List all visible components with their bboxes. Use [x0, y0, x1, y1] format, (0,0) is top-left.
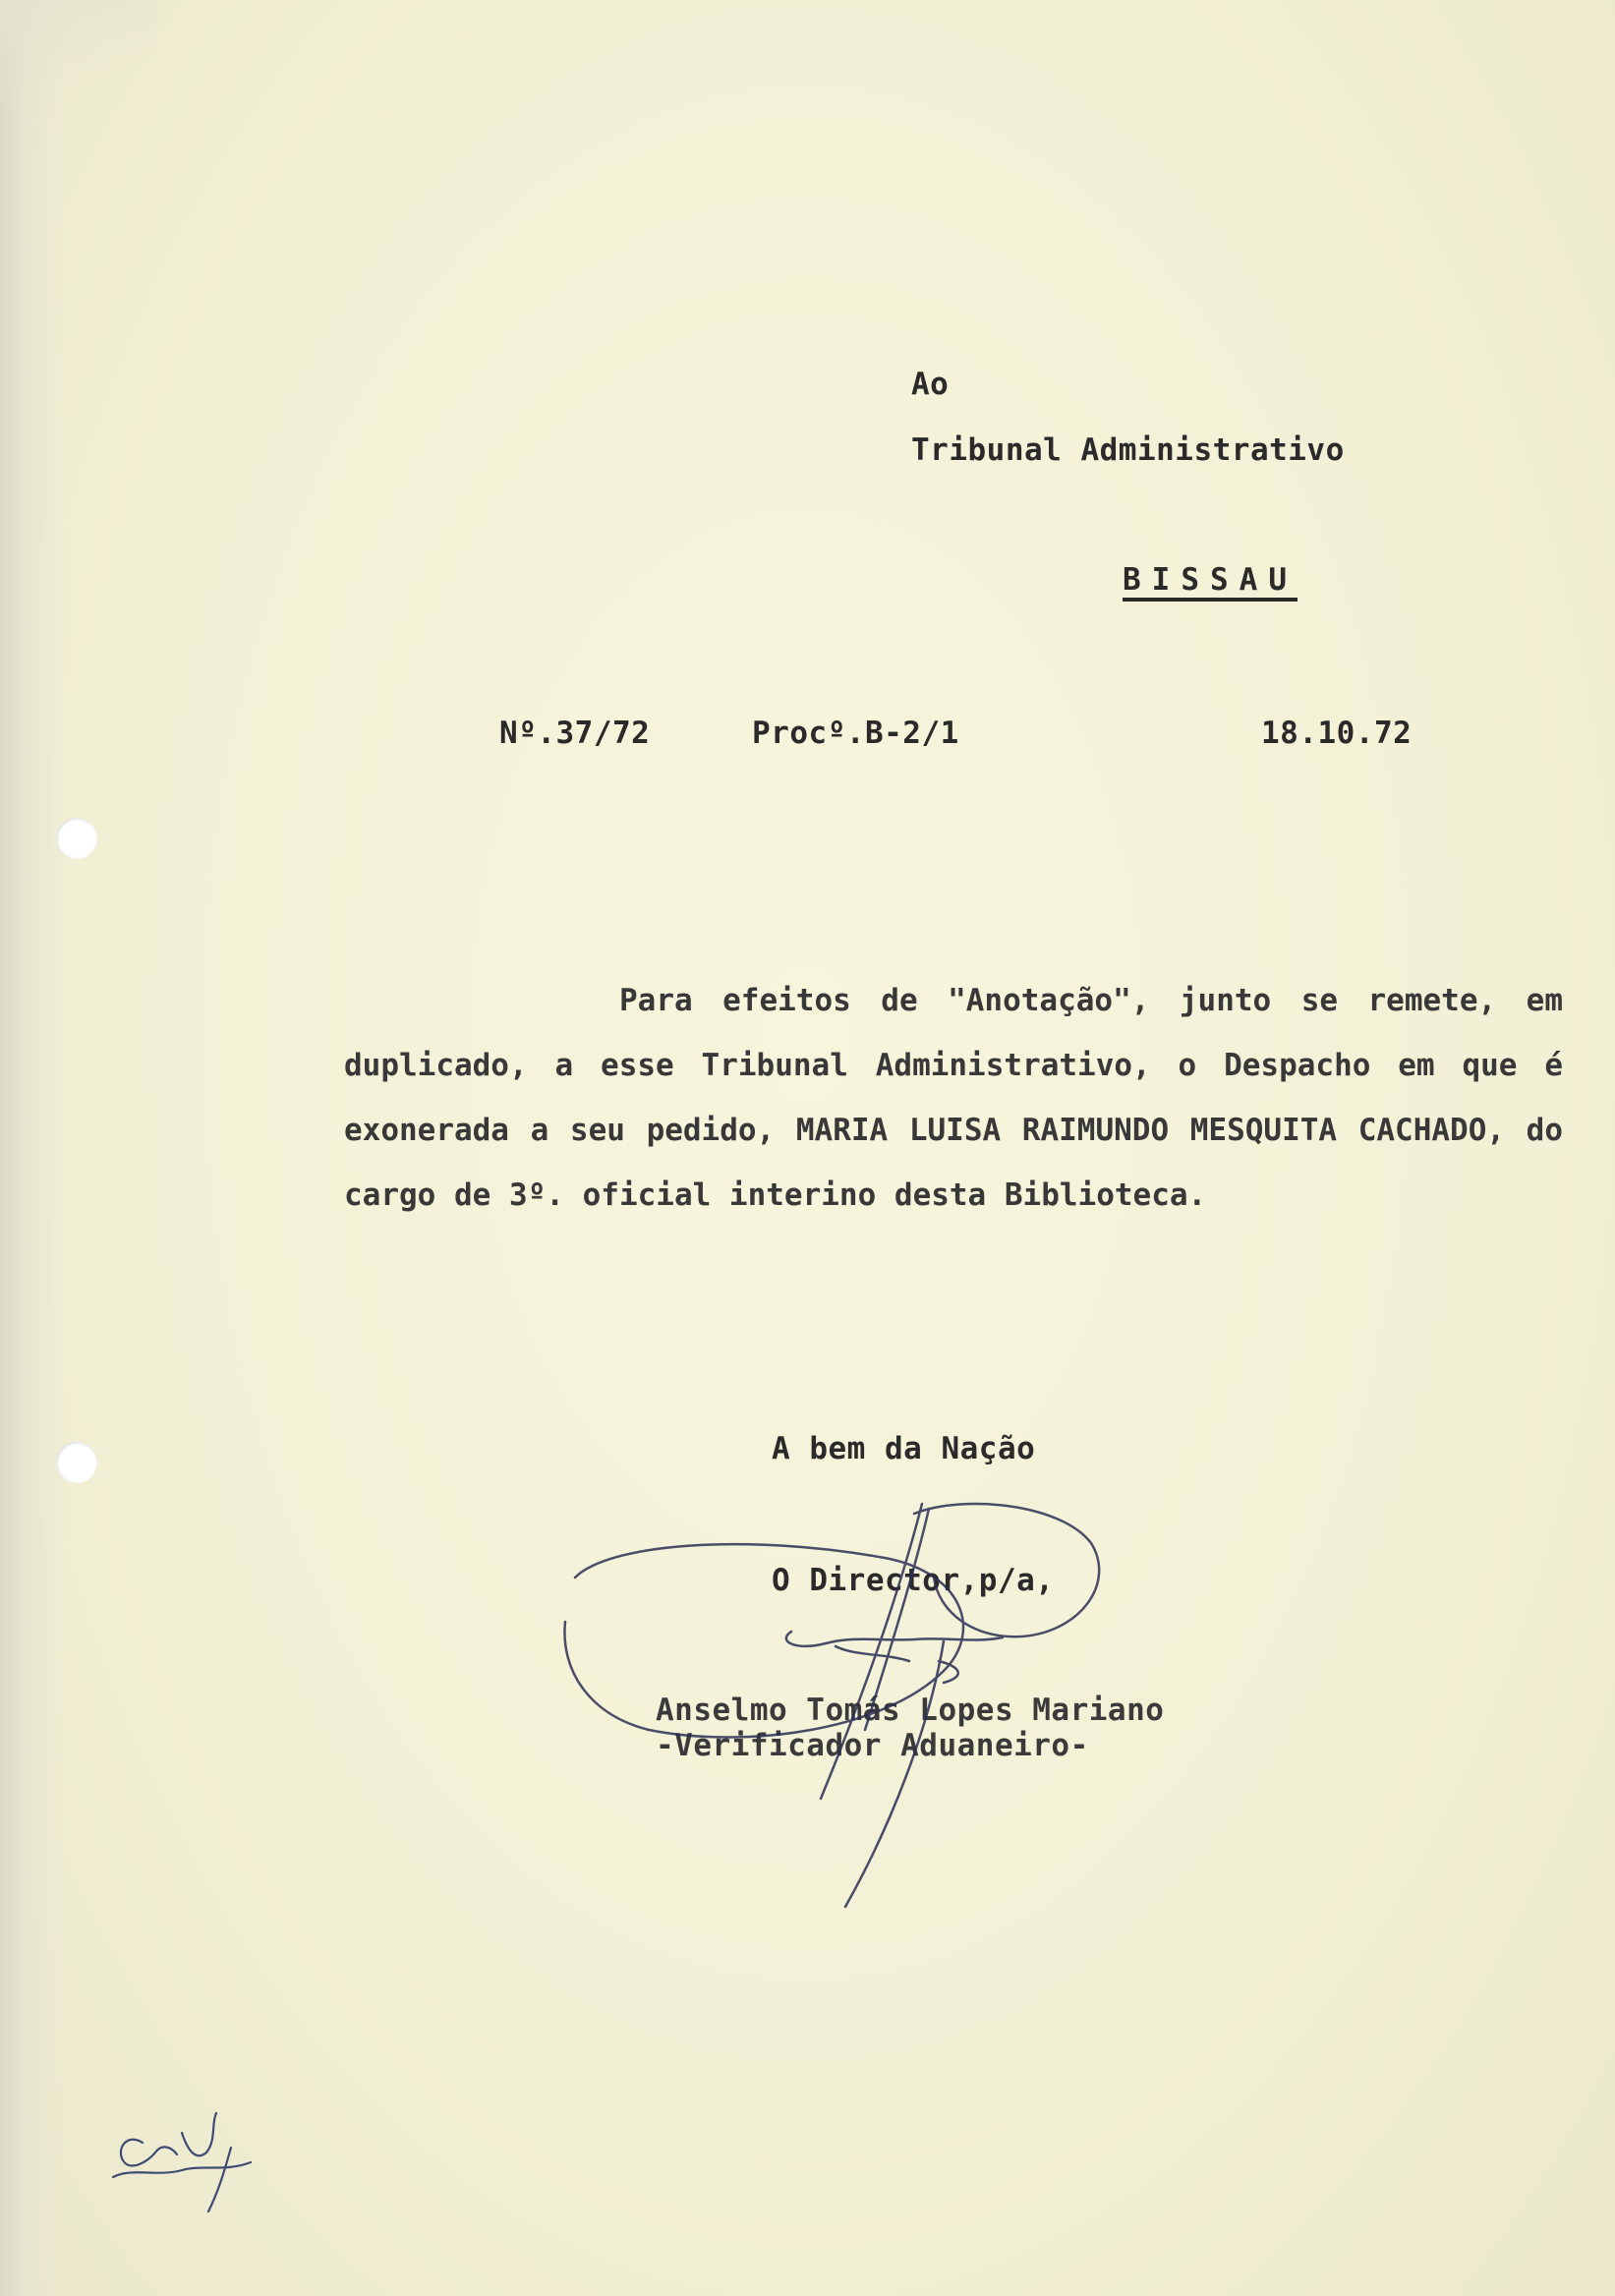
page-edge-shadow [0, 0, 69, 2296]
page-top-fold [0, 0, 157, 118]
closing-formula: A bem da Nação [772, 1431, 1036, 1466]
punch-hole-lower [56, 1442, 97, 1483]
signatory-name: Anselmo Tomás Lopes Mariano [656, 1693, 1165, 1728]
recipient: Tribunal Administrativo [911, 432, 1345, 468]
signatory-title: -Verificador Aduaneiro- [656, 1728, 1089, 1763]
body-paragraph: Para efeitos de "Anotação", junto se remete, em duplicado, a esse Tribunal Administrativo, o Despacho em que é exonerada a seu pedido, MARIA LUISA RAIMUNDO MESQUITA CACHADO, do cargo de 3º. oficial interino desta Biblioteca. [344, 983, 1563, 1213]
salutation: Ao [911, 367, 950, 402]
signatory-role: O Director,p/a, [772, 1563, 1055, 1598]
reference-number: Nº.37/72 [499, 716, 651, 751]
document-date: 18.10.72 [1261, 716, 1413, 751]
punch-hole-upper [56, 818, 97, 859]
process-number: Procº.B-2/1 [752, 716, 959, 751]
recipient-city: BISSAU [1123, 562, 1298, 598]
